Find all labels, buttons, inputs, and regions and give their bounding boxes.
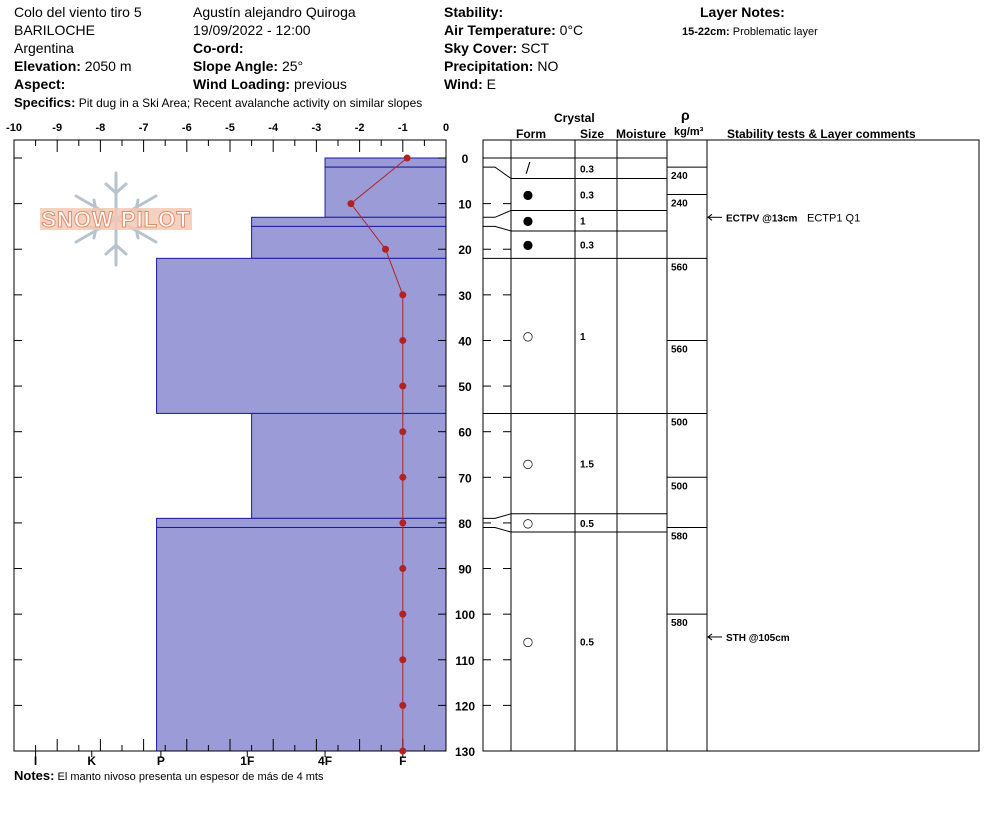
grain-size-label: 0.5 — [580, 637, 594, 649]
depth-tick-label: 70 — [458, 471, 472, 486]
hardness-label: 4F — [318, 754, 333, 768]
depth-tick-label: 0 — [461, 152, 469, 166]
depth-tick-label: 40 — [458, 334, 472, 349]
region: BARILOCHE — [14, 22, 95, 38]
hardness-label: F — [399, 754, 407, 768]
density-value: 240 — [671, 171, 688, 183]
location: Colo del viento tiro 5 — [14, 4, 142, 20]
hardness-layer-bar — [325, 158, 446, 167]
wind-loading-value: previous — [293, 76, 347, 92]
layer-connector — [483, 167, 511, 178]
temperature-point — [399, 337, 406, 344]
temperature-point — [347, 200, 354, 207]
stability-test-code: STH @105cm — [726, 632, 790, 644]
specifics-label: Specifics: — [14, 95, 76, 110]
depth-tick-label: 120 — [454, 699, 476, 714]
density-value: 560 — [671, 344, 688, 356]
depth-tick-label: 90 — [458, 562, 472, 577]
temperature-point — [399, 474, 406, 481]
temp-tick-label: -2 — [354, 122, 365, 134]
sky-label: Sky Cover: — [444, 40, 518, 56]
density-value: 240 — [671, 198, 688, 210]
stability-test-result: ECTP1 Q1 — [807, 212, 861, 225]
layer-note-text: Problematic layer — [732, 26, 818, 38]
temp-tick-label: -5 — [225, 122, 235, 134]
notes-value: El manto nivoso presenta un espesor de más de 4 mts — [57, 771, 324, 783]
temp-tick-label: 0 — [442, 122, 450, 134]
precip-value: NO — [537, 58, 559, 74]
wind-loading-label: Wind Loading: — [193, 76, 291, 92]
depth-tick-label: 10 — [458, 197, 472, 212]
grain-size-label: 0.3 — [580, 190, 594, 202]
temp-tick-label: -7 — [138, 122, 149, 134]
specifics-value: Pit dug in a Ski Area; Recent avalanche activity on similar slopes — [78, 96, 423, 110]
rho-header: ρ — [681, 107, 690, 123]
wind-label: Wind: — [444, 76, 483, 92]
layer-connector — [483, 226, 511, 231]
temperature-point — [399, 383, 406, 390]
temperature-point — [399, 656, 406, 663]
observer: Agustín alejandro Quiroga — [193, 4, 356, 20]
density-value: 560 — [671, 262, 688, 274]
grain-size-label: 0.5 — [580, 518, 594, 530]
hardness-layer-bar — [252, 217, 446, 226]
stability-label: Stability: — [444, 4, 504, 20]
density-value: 580 — [671, 618, 688, 630]
slope-label: Slope Angle: — [193, 58, 279, 74]
density-value: 500 — [671, 417, 688, 429]
grain-size-label: 1.5 — [580, 459, 594, 471]
notes-label: Notes: — [14, 768, 55, 783]
depth-tick-label: 100 — [454, 608, 476, 623]
hardness-label: I — [33, 754, 38, 768]
elevation-value: 2050 m — [84, 58, 132, 74]
grain-size-label: 1 — [580, 216, 586, 228]
grain-form-symbol: ● — [522, 237, 534, 252]
hardness-layer-bar — [252, 226, 446, 258]
precip-label: Precipitation: — [444, 58, 534, 74]
layer-note-range: 15-22cm: — [682, 26, 730, 38]
air-temp-label: Air Temperature: — [444, 22, 556, 38]
wind-value: E — [486, 76, 496, 92]
temperature-point — [382, 246, 389, 253]
temperature-point — [399, 565, 406, 572]
layer-connector — [483, 527, 511, 532]
temperature-point — [404, 155, 411, 162]
temp-tick-label: -9 — [52, 122, 63, 134]
grain-form-symbol: ○ — [522, 456, 534, 471]
hardness-label: 1F — [240, 754, 255, 768]
grain-form-symbol: ○ — [522, 328, 534, 343]
form-header: Form — [516, 127, 546, 141]
layer-table-frame — [483, 140, 979, 751]
hardness-label: K — [87, 754, 97, 768]
grain-size-label: 1 — [580, 331, 586, 343]
elevation-label: Elevation: — [14, 58, 81, 74]
density-value: 500 — [671, 481, 688, 493]
stability-test-code: ECTPV @13cm — [726, 213, 798, 225]
crystal-header: Crystal — [554, 111, 595, 125]
hardness-layer-bar — [325, 167, 446, 217]
country: Argentina — [14, 40, 74, 56]
depth-tick-label: 50 — [458, 380, 472, 395]
depth-tick-label: 80 — [458, 516, 472, 531]
density-unit-header: kg/m³ — [674, 126, 704, 138]
grain-form-symbol: ○ — [522, 515, 534, 530]
temp-tick-label: -10 — [6, 122, 22, 134]
aspect-label: Aspect: — [14, 76, 66, 92]
size-header: Size — [580, 127, 605, 141]
layer-notes-label: Layer Notes: — [700, 4, 785, 20]
temperature-point — [399, 428, 406, 435]
density-value: 580 — [671, 531, 688, 543]
temp-tick-label: -3 — [311, 122, 322, 134]
stability-header: Stability tests & Layer comments — [727, 127, 916, 141]
depth-tick-label: 20 — [458, 243, 472, 258]
hardness-layer-bar — [252, 413, 446, 518]
depth-tick-label: 130 — [454, 745, 476, 759]
grain-form-symbol: ● — [522, 187, 534, 202]
depth-tick-label: 30 — [458, 288, 472, 303]
temperature-point — [399, 519, 406, 526]
hardness-label: P — [156, 754, 165, 768]
temp-tick-label: -8 — [95, 122, 106, 134]
grain-form-symbol: ○ — [522, 634, 534, 649]
temp-tick-label: -4 — [268, 122, 279, 134]
grain-form-symbol: ● — [522, 213, 534, 228]
coord-label: Co-ord: — [193, 40, 244, 56]
snowpilot-logo — [40, 173, 192, 265]
datetime: 19/09/2022 - 12:00 — [193, 22, 311, 38]
logo-text: SNOW PILOT — [41, 207, 191, 232]
slope-value: 25° — [281, 58, 304, 74]
depth-tick-label: 60 — [458, 425, 472, 440]
temperature-point — [399, 702, 406, 709]
grain-size-label: 0.3 — [580, 164, 594, 176]
temperature-point — [399, 291, 406, 298]
temperature-point — [399, 611, 406, 618]
temp-tick-label: -6 — [181, 122, 192, 134]
layer-connector — [483, 514, 511, 519]
air-temp-value: 0°C — [559, 22, 584, 38]
depth-tick-label: 110 — [455, 653, 475, 668]
layer-connector — [483, 210, 511, 217]
grain-size-label: 0.3 — [580, 240, 594, 252]
temperature-point — [399, 748, 406, 755]
grain-form-symbol: / — [525, 160, 531, 177]
sky-value: SCT — [521, 40, 550, 56]
moisture-header: Moisture — [616, 127, 667, 141]
temp-tick-label: -1 — [397, 122, 408, 134]
